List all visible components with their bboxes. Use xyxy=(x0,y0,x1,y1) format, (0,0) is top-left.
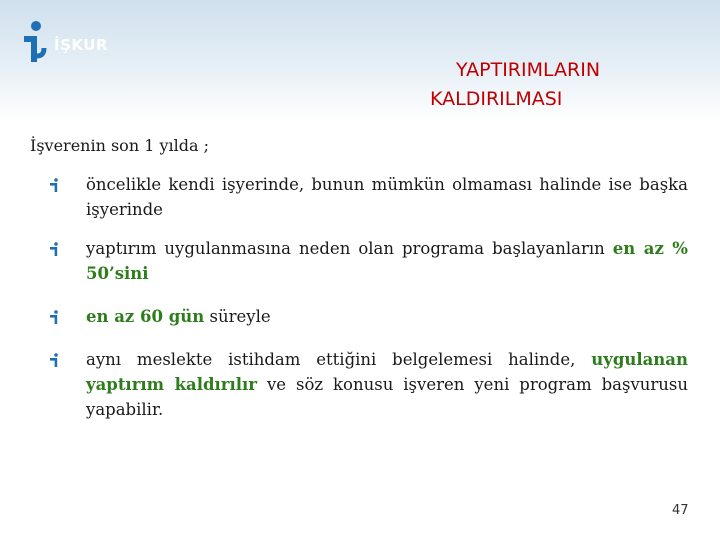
bullet-text xyxy=(86,236,688,286)
bullet-text: öncelikle kendi işyerinde, bunun mümkün olmaması halinde ise başka işyerinde xyxy=(86,175,688,219)
bullet-icon xyxy=(48,242,62,256)
bullet-highlight: en az % 50’sini xyxy=(86,239,688,283)
bullet-item xyxy=(48,172,688,222)
bullet-plain-text: ve söz konusu işveren yeni program başvurusu yapabilir. xyxy=(86,375,689,419)
bullet-item xyxy=(48,236,688,286)
bullet-text xyxy=(86,304,688,329)
bullet-item xyxy=(48,347,688,422)
bullet-plain-text: yaptırım uygulanmasına neden olan programa başlayanların xyxy=(86,239,613,258)
bullet-text xyxy=(86,347,688,422)
slide-title xyxy=(430,56,690,114)
bullet-icon xyxy=(48,353,62,367)
bullet-icon xyxy=(48,310,62,324)
iskur-logo xyxy=(22,18,142,68)
bullet-plain-text: süreyle xyxy=(204,307,271,326)
bullet-plain-text: aynı meslekte istihdam ettiğini belgelemesi halinde, xyxy=(86,350,592,369)
page-number: 47 xyxy=(672,503,689,518)
iskur-logo-icon xyxy=(22,18,50,68)
bullet-highlight: en az 60 gün xyxy=(86,307,205,326)
title-line-2: KALDIRILMASI xyxy=(430,88,563,110)
title-line-1: YAPTIRIMLARIN xyxy=(456,59,601,81)
logo-text: İŞKUR xyxy=(54,36,108,54)
bullet-icon xyxy=(48,178,62,192)
bullet-list xyxy=(48,172,688,440)
bullet-highlight: uygulanan yaptırım kaldırılır xyxy=(86,350,688,394)
bullet-item xyxy=(48,304,688,329)
intro-text: İşverenin son 1 yılda ; xyxy=(30,136,209,155)
